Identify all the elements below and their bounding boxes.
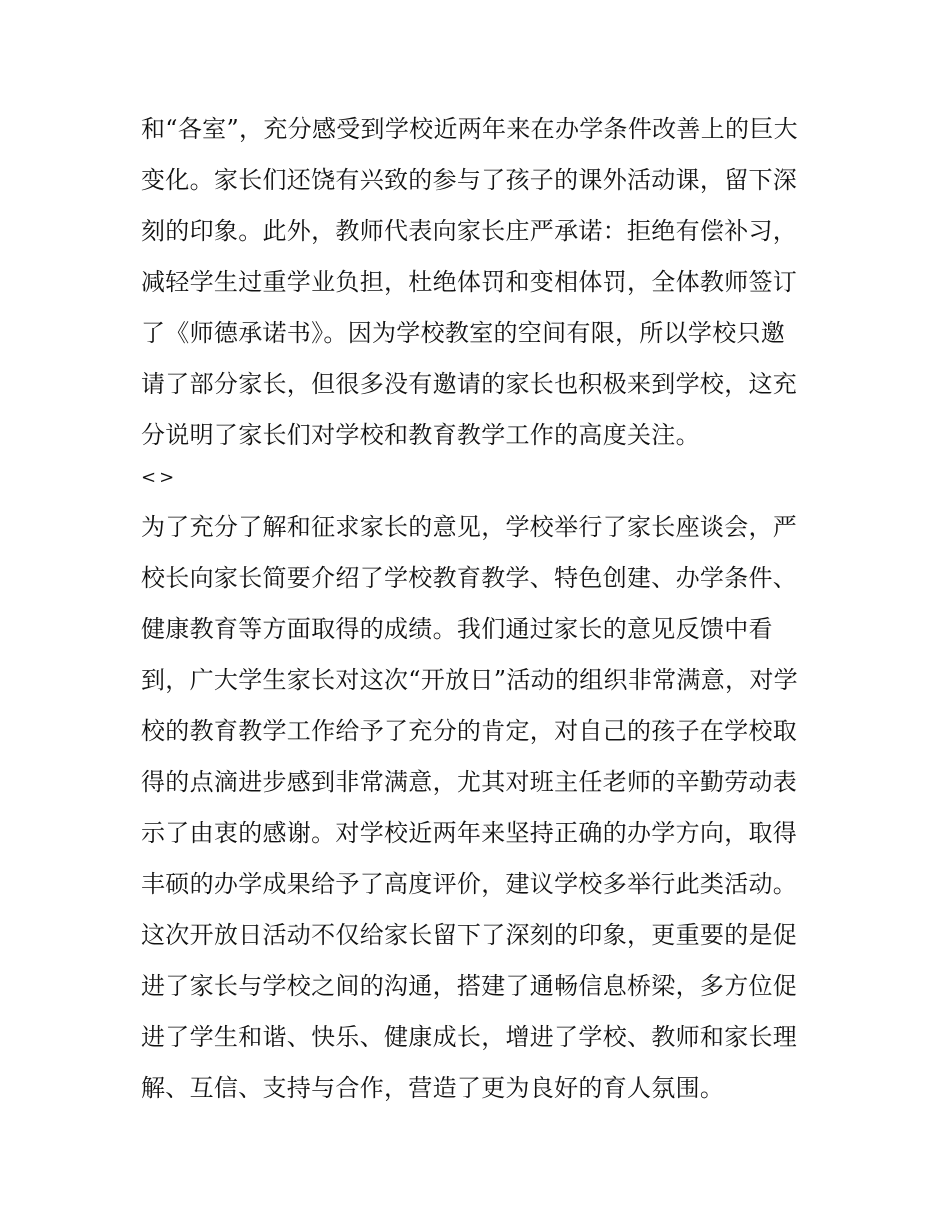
text-line: 请了部分家长，但很多没有邀请的家长也积极来到学校，这充 (141, 370, 798, 398)
text-line: 校长向家长简要介绍了学校教育教学、特色创建、办学条件、 (141, 564, 798, 592)
text-line: 这次开放日活动不仅给家长留下了深刻的印象，更重要的是促 (141, 921, 798, 949)
text-line: 为了充分了解和征求家长的意见，学校举行了家长座谈会，严 (141, 513, 798, 541)
text-line: 解、互信、支持与合作，营造了更为良好的育人氛围。 (141, 1074, 725, 1102)
text-line: 示了由衷的感谢。对学校近两年来坚持正确的办学方向，取得 (141, 819, 798, 847)
text-line: 得的点滴进步感到非常满意，尤其对班主任老师的辛勤劳动表 (141, 768, 798, 796)
text-line: 刻的印象。此外，教师代表向家长庄严承诺：拒绝有偿补习， (141, 217, 798, 245)
text-line: 了《师德承诺书》。因为学校教室的空间有限，所以学校只邀 (141, 319, 786, 347)
text-line: 健康教育等方面取得的成绩。我们通过家长的意见反馈中看 (141, 615, 773, 643)
text-line: 到，广大学生家长对这次“开放日”活动的组织非常满意，对学 (141, 666, 798, 694)
text-line: 减轻学生过重学业负担，杜绝体罚和变相体罚，全体教师签订 (141, 268, 798, 296)
text-line: 变化。家长们还饶有兴致的参与了孩子的课外活动课，留下深 (141, 166, 798, 194)
text-line: 校的教育教学工作给予了充分的肯定，对自己的孩子在学校取 (141, 717, 798, 745)
text-line: 进了家长与学校之间的沟通，搭建了通畅信息桥梁，多方位促 (141, 972, 798, 1000)
text-line: 丰硕的办学成果给予了高度评价，建议学校多举行此类活动。 (141, 870, 798, 898)
paragraph-school-conditions (141, 104, 821, 461)
text-line: 进了学生和谐、快乐、健康成长，增进了学校、教师和家长理 (141, 1023, 798, 1051)
section-marker: <> (141, 467, 178, 488)
paragraph-parent-meeting (141, 502, 821, 1114)
text-line: 和“各室”，充分感受到学校近两年来在办学条件改善上的巨大 (141, 115, 798, 143)
text-line: 分说明了家长们对学校和教育教学工作的高度关注。 (141, 421, 700, 449)
